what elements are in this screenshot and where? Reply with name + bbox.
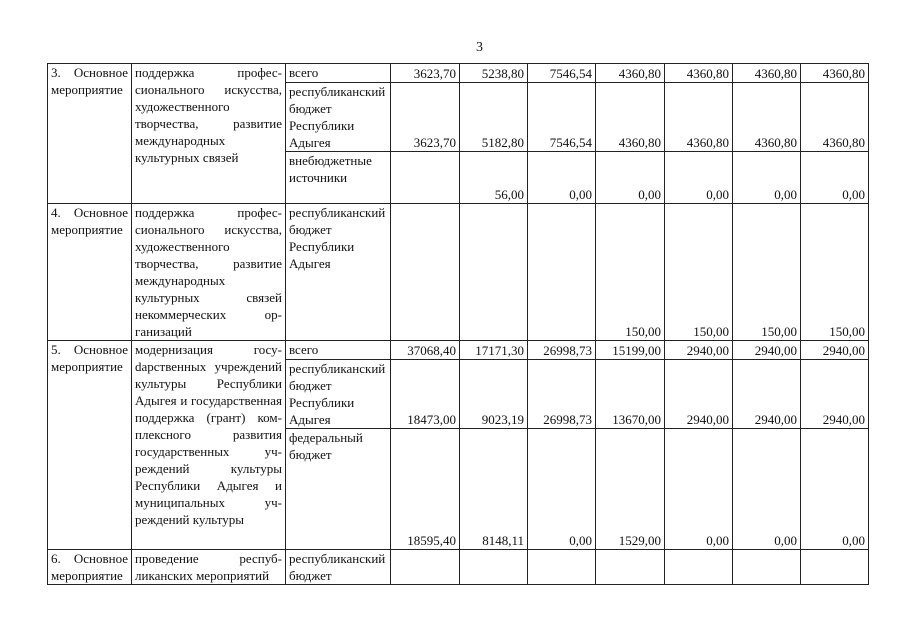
amount-cell: 26998,73 (528, 341, 596, 360)
table-row (48, 64, 869, 83)
table-row (48, 550, 869, 585)
amount-cell: 0,00 (528, 429, 596, 550)
amount-cell: 1529,00 (596, 429, 665, 550)
table-row (48, 204, 869, 341)
amount-cell: 0,00 (801, 429, 869, 550)
amount-cell: 150,00 (596, 204, 665, 341)
amount-cell (801, 550, 869, 585)
amount-cell: 9023,19 (460, 360, 528, 429)
amount-cell: 0,00 (801, 152, 869, 204)
amount-cell: 4360,80 (665, 83, 733, 152)
amount-cell (460, 204, 528, 341)
amount-cell: 18595,40 (391, 429, 460, 550)
funding-source-cell: внебюджетные источники (286, 152, 391, 204)
funding-source-cell: всего (286, 341, 391, 360)
table-row (48, 341, 869, 360)
amount-cell (528, 204, 596, 341)
description-cell: проведение республиканских мероприятий (132, 550, 286, 585)
description-cell: модернизация госуdарственных учреждений культуры Республики Адыгея и государственная поддержка (грант) комплексного развития государственных учреждений культуры Республики Адыгея и муниципальных учреждений культуры (132, 341, 286, 550)
description-cell: поддержка профессионального искусства, художественного творчества, развитие международных культурных связей некоммерческих организаций (132, 204, 286, 341)
amount-cell: 7546,54 (528, 64, 596, 83)
amount-cell: 4360,80 (801, 64, 869, 83)
amount-cell: 2940,00 (665, 360, 733, 429)
amount-cell (391, 204, 460, 341)
amount-cell: 56,00 (460, 152, 528, 204)
amount-cell: 18473,00 (391, 360, 460, 429)
amount-cell: 4360,80 (733, 64, 801, 83)
event-cell: 3. Основное мероприятие (48, 64, 132, 204)
amount-cell: 4360,80 (665, 64, 733, 83)
amount-cell: 4360,80 (733, 83, 801, 152)
amount-cell: 0,00 (665, 152, 733, 204)
amount-cell: 26998,73 (528, 360, 596, 429)
amount-cell: 150,00 (733, 204, 801, 341)
event-cell: 5. Основное мероприятие (48, 341, 132, 550)
amount-cell: 4360,80 (801, 83, 869, 152)
description-cell: поддержка профессионального искусства, художественного творчества, развитие международных культурных связей (132, 64, 286, 204)
amount-cell (733, 550, 801, 585)
amount-cell (596, 550, 665, 585)
amount-cell: 2940,00 (801, 360, 869, 429)
amount-cell: 2940,00 (665, 341, 733, 360)
amount-cell: 3623,70 (391, 64, 460, 83)
amount-cell: 5238,80 (460, 64, 528, 83)
amount-cell: 37068,40 (391, 341, 460, 360)
amount-cell: 0,00 (733, 152, 801, 204)
amount-cell: 17171,30 (460, 341, 528, 360)
amount-cell: 2940,00 (801, 341, 869, 360)
funding-source-cell: республиканский бюджет Республики Адыгея (286, 83, 391, 152)
table-body (48, 64, 869, 585)
amount-cell: 0,00 (665, 429, 733, 550)
page-number: 3 (476, 40, 483, 55)
event-cell: 4. Основное мероприятие (48, 204, 132, 341)
amount-cell: 13670,00 (596, 360, 665, 429)
amount-cell: 0,00 (528, 152, 596, 204)
funding-source-cell: республиканский бюджет (286, 550, 391, 585)
funding-source-cell: федеральный бюджет (286, 429, 391, 550)
funding-source-cell: республиканский бюджет Республики Адыгея (286, 204, 391, 341)
funding-source-cell: всего (286, 64, 391, 83)
budget-table (47, 63, 869, 585)
amount-cell (391, 550, 460, 585)
amount-cell: 0,00 (596, 152, 665, 204)
amount-cell (665, 550, 733, 585)
funding-source-cell: республиканский бюджет Республики Адыгея (286, 360, 391, 429)
amount-cell: 150,00 (801, 204, 869, 341)
amount-cell: 15199,00 (596, 341, 665, 360)
amount-cell: 4360,80 (596, 83, 665, 152)
event-cell: 6. Основное мероприятие (48, 550, 132, 585)
amount-cell: 2940,00 (733, 360, 801, 429)
amount-cell: 4360,80 (596, 64, 665, 83)
amount-cell: 0,00 (733, 429, 801, 550)
amount-cell (391, 152, 460, 204)
amount-cell (460, 550, 528, 585)
amount-cell: 7546,54 (528, 83, 596, 152)
amount-cell: 3623,70 (391, 83, 460, 152)
amount-cell: 8148,11 (460, 429, 528, 550)
amount-cell: 5182,80 (460, 83, 528, 152)
amount-cell: 150,00 (665, 204, 733, 341)
amount-cell (528, 550, 596, 585)
amount-cell: 2940,00 (733, 341, 801, 360)
